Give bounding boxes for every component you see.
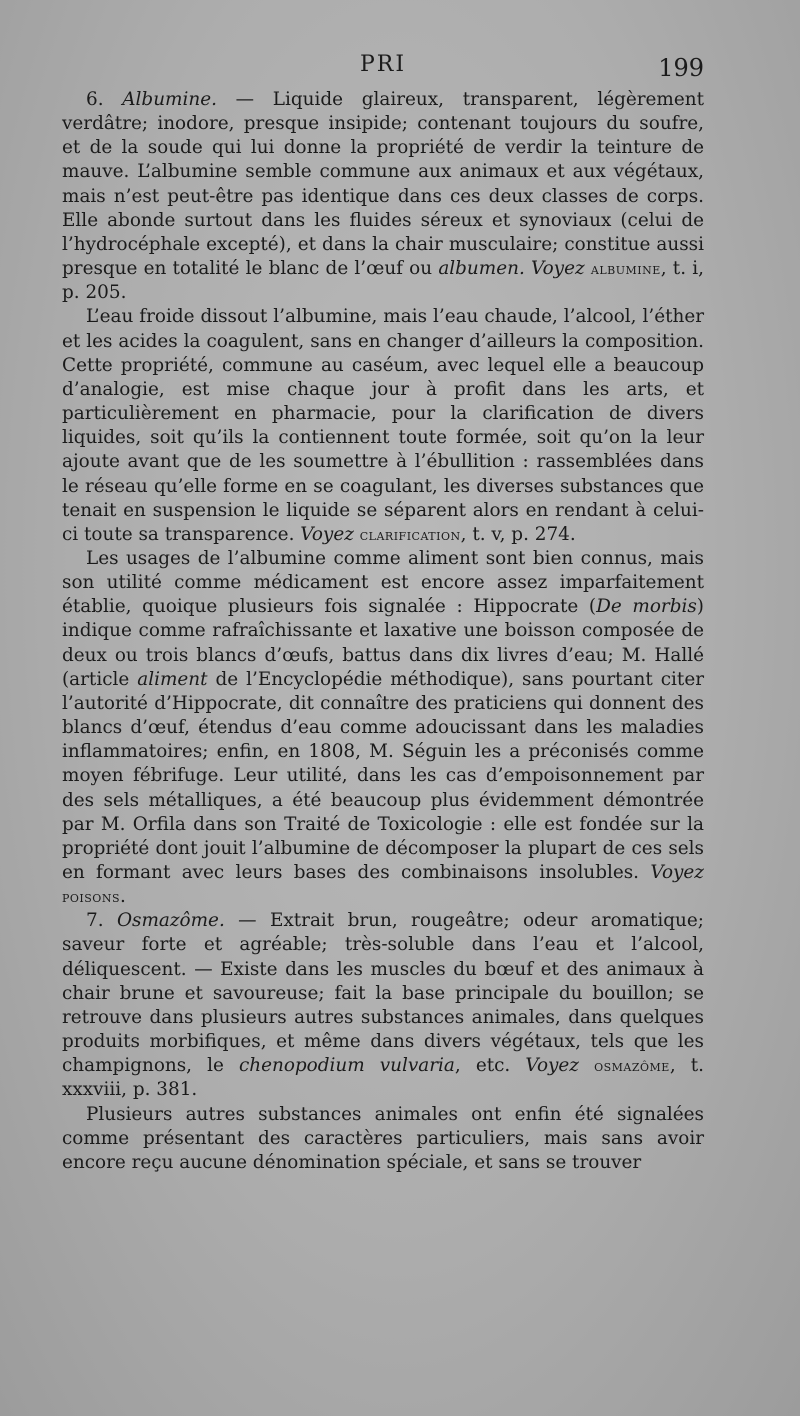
- italic-run: Voyez: [525, 1055, 579, 1077]
- text-run: Les usages de l’albumine comme aliment sont bien connus, mais son utilité comme médicament est encore assez imparfaitement établie, quoique plusieurs fois signalée : Hippocrate (: [62, 547, 704, 618]
- paragraph: [62, 305, 704, 547]
- italic-run: Osmazôme.: [116, 910, 225, 932]
- text-run: Plusieurs autres substances animales ont enfin été signalées comme présentant des caractères particuliers, mais sans avoir encore reçu aucune dénomination spéciale, et sans se trouver: [62, 1103, 704, 1173]
- text-run: .: [119, 886, 126, 908]
- page-header: [62, 52, 704, 88]
- text-run: L’eau froide dissout l’albumine, mais l’eau chaude, l’alcool, l’éther et les acides la coagulent, sans en changer d’ailleurs la composition. Cette propriété, commune au caséum, avec lequel elle a beaucoup d’analogie, est mise chaque jour à profit dans les arts, et particulièrement en pharmacie, pour la clarification de divers liquides, soit qu’ils la contiennent toute formée, soit qu’on la leur ajoute avant que de les soumettre à l’ébullition : rassemblées dans le réseau qu’elle forme en se coagulant, les diverses substances que tenait en suspension le liquide se séparent alors en rendant à celui-ci toute sa transparence.: [62, 306, 704, 545]
- text-run: , etc.: [454, 1055, 526, 1077]
- text-run: — Extrait brun, rougeâtre; odeur aromatique; saveur forte et agréable; très-soluble dans l’eau et l’alcool, déliquescent. — Existe dans les muscles du bœuf et des animaux à chair brune et savoureuse; fait la base principale du bouillon; se retrouve dans plusieurs autres substances animales, dans quelques produits morbifiques, et même dans divers végétaux, tels que les champignons, le: [62, 910, 704, 1077]
- text-run: — Liquide glaireux, transparent, légèrement verdâtre; inodore, presque insipide; contenant toujours du soufre, et de la soude qui lui donne la propriété de verdir la teinture de mauve. L’albumine semble commune aux animaux et aux végétaux, mais n’est peut-être pas identique dans ces deux classes de corps. Elle abonde surtout dans les fluides séreux et synoviaux (celui de l’hydrocéphale excepté), et dans la chair musculaire; constitue aussi presque en totalité le blanc de l’œuf ou: [62, 89, 704, 280]
- italic-run: Voyez: [531, 258, 585, 280]
- text-run: , t. v, p. 274.: [460, 523, 576, 545]
- paragraph: [62, 1103, 704, 1175]
- text-run: [579, 1055, 594, 1076]
- cross-reference: albumine: [590, 260, 661, 279]
- cross-reference: clarification: [359, 525, 461, 544]
- running-head: PRI: [359, 52, 407, 77]
- italic-run: Albumine.: [122, 89, 217, 110]
- paragraph: [62, 88, 704, 305]
- italic-run: albumen.: [438, 258, 525, 280]
- italic-run: Voyez: [650, 862, 704, 883]
- italic-run: aliment: [137, 668, 208, 690]
- text-run: ) indique comme rafraîchissante et laxative une boisson composée de deux ou trois blancs d’œufs, battus dans dix livres d’eau; M. Hallé (article: [62, 596, 704, 690]
- paragraph: [62, 547, 704, 909]
- text-run: , t. xxxviii, p. 381.: [62, 1055, 704, 1101]
- paragraph: [62, 909, 704, 1102]
- text-run: de l’Encyclopédie méthodique), sans pourtant citer l’autorité d’Hippocrate, dit connaître des praticiens qui donnent des blancs d’œuf, étendus d’eau comme adoucissant dans les maladies inflammatoires; enfin, en 1808, M. Séguin les a préconisés comme moyen fébrifuge. Leur utilité, dans les cas d’empoisonnement par des sels métalliques, a été beaucoup plus évidemment démontrée par M. Orfila dans son Traité de Toxicologie : elle est fondée sur la propriété dont jouit l’albumine de décomposer la plupart de ces sels en formant avec leurs bases des combinaisons insolubles.: [62, 668, 704, 883]
- italic-run: chenopodium vulvaria: [238, 1055, 455, 1077]
- text-run: 7.: [86, 910, 117, 932]
- body-text: [62, 88, 704, 1175]
- italic-run: De morbis: [596, 596, 697, 618]
- italic-run: Voyez: [300, 523, 354, 545]
- page-number: 199: [658, 54, 704, 82]
- text-run: , t. i, p. 205.: [62, 258, 704, 304]
- text-run: 6.: [86, 89, 123, 110]
- cross-reference: poisons: [62, 888, 120, 907]
- cross-reference: osmazôme: [594, 1057, 670, 1076]
